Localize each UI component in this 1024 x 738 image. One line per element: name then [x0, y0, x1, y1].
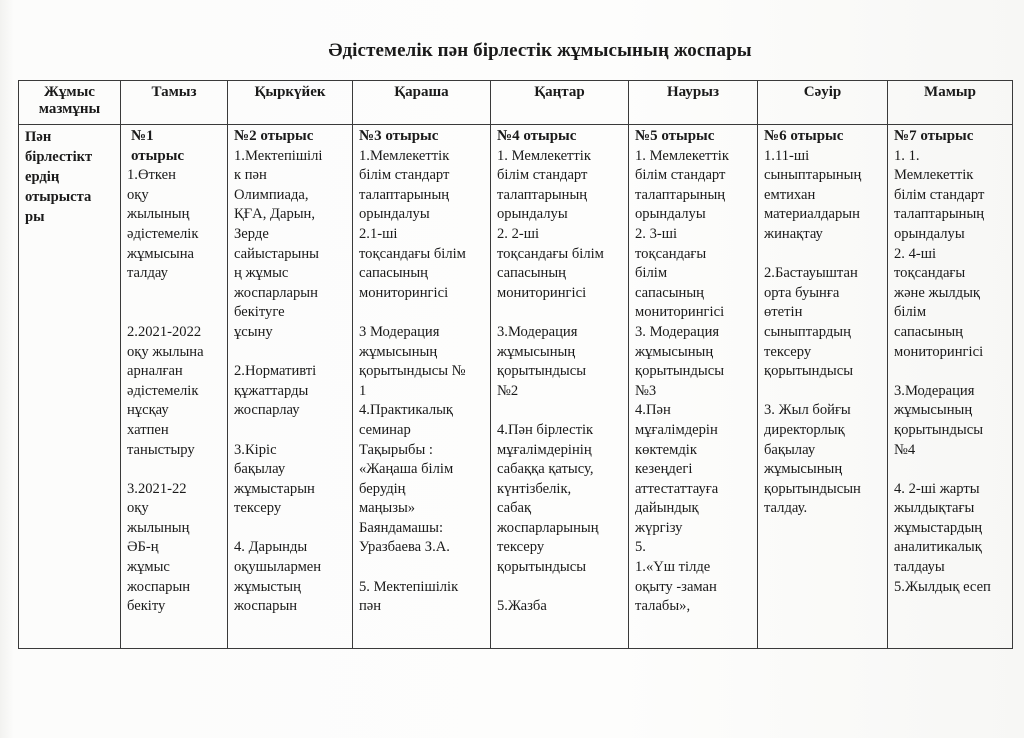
document-title: Әдістемелік пән бірлестік жұмысының жоспары — [328, 40, 752, 61]
work-plan-table — [18, 80, 1013, 649]
meeting-title: №5 отырыс — [635, 128, 715, 144]
header-row — [19, 81, 1013, 125]
header-month-kantar: Қаңтар — [491, 81, 629, 125]
header-month-tamyz: Тамыз — [121, 81, 228, 125]
cell-kantar — [491, 125, 629, 649]
meeting-agenda: 1. Мемлекеттік білім стандарт талаптарының орындалуы 2. 3-ші тоқсандағы білім сапасының мониторингісі 3. Модерация жұмысының қорытындысы №3 4.Пән мұғалімдерін көктемдік кезеңдегі аттестаттауға дайындық жүргізу 5. 1.«Үш тілде оқыту -заман талабы», — [635, 147, 729, 615]
header-month-karasha: Қараша — [353, 81, 491, 125]
meeting-agenda: 1.11-ші сыныптарының емтихан материалдарын жинақтау 2.Бастауыштан орта буынға өтетін сыныптардың тексеру қорытындысы 3. Жыл бойғы директорлық бақылау жұмысының қорытындысын талдау. — [764, 147, 862, 517]
row-label-cell — [19, 125, 121, 649]
meeting-agenda: 1.Мемлекеттік білім стандарт талаптарының орындалуы 2.1-ші тоқсандағы білім сапасының мониторингісі 3 Модерация жұмысының қорытындысы № 1 4.Практикалық семинар Тақырыбы : «Жаңаша білім берудің маңызы» Баяндамашы: Уразбаева З.А. 5. Мектепішілік пән — [359, 147, 466, 615]
header-month-sauir: Сәуір — [758, 81, 888, 125]
meeting-title: №6 отырыс — [764, 128, 844, 144]
cell-tamyz — [121, 125, 228, 649]
row-label: Пән бірлестікт ердің отырыста ры — [25, 129, 93, 225]
cell-sauir — [758, 125, 888, 649]
table-row — [19, 125, 1013, 649]
meeting-agenda: 1. Мемлекеттік білім стандарт талаптарының орындалуы 2. 2-ші тоқсандағы білім сапасының мониторингісі 3.Модерация жұмысының қорытындысы №2 4.Пән бірлестік мұғалімдерінің сабаққа қатысу, күнтізбелік, сабақ жоспарларының тексеру қорытындысы 5.Жазба — [497, 147, 604, 615]
meeting-title: №2 отырыс — [234, 128, 314, 144]
meeting-title: №4 отырыс — [497, 128, 577, 144]
header-work-content: Жұмыс мазмұны — [19, 81, 121, 125]
header-month-mamyr: Мамыр — [888, 81, 1013, 125]
meeting-title: №7 отырыс — [894, 128, 974, 144]
meeting-title: №1 отырыс — [131, 128, 185, 164]
cell-karasha — [353, 125, 491, 649]
meeting-agenda: 1.Өткен оқу жылының әдістемелік жұмысына талдау 2.2021-2022 оқу жылына арналған әдістемелік нұсқау хатпен таныстыру 3.2021-22 оқу жылының ӘБ-ң жұмыс жоспарын бекіту — [127, 167, 204, 615]
header-month-nauryz: Наурыз — [629, 81, 758, 125]
header-month-kyrkuyek: Қыркүйек — [228, 81, 353, 125]
meeting-agenda: 1. 1. Мемлекеттік білім стандарт талаптарының орындалуы 2. 4-ші тоқсандағы және жылдық білім сапасының мониторингісі 3.Модерация жұмысының қорытындысы №4 4. 2-ші жарты жылдықтағы жұмыстардың аналитикалық талдауы 5.Жылдық есеп — [894, 147, 991, 595]
cell-nauryz — [629, 125, 758, 649]
meeting-title: №3 отырыс — [359, 128, 439, 144]
cell-kyrkuyek — [228, 125, 353, 649]
meeting-agenda: 1.Мектепішілі к пән Олимпиада, ҚҒА, Дарын, Зерде сайыстарыны ң жұмыс жоспарларын бекітуге ұсыну 2.Нормативті құжаттарды жоспарлау 3.Кіріс бақылау жұмыстарын тексеру 4. Дарынды оқушылармен жұмыстың жоспарын — [234, 147, 323, 615]
cell-mamyr — [888, 125, 1013, 649]
